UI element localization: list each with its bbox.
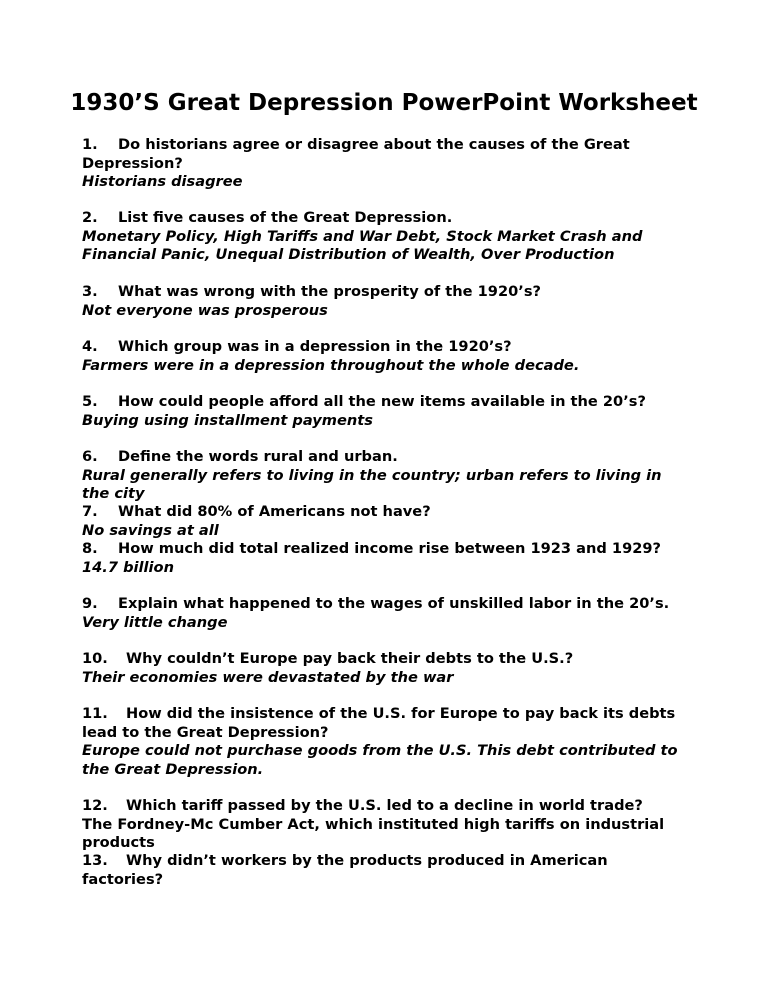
- question-block-6: [82, 448, 692, 504]
- question-number: 2.: [82, 209, 98, 226]
- question-text: 13. Why didn’t workers by the products produced in American factories?: [82, 852, 608, 888]
- question-text: 6. Define the words rural and urban.: [82, 448, 398, 465]
- answer-text: No savings at all: [82, 521, 219, 539]
- question-number: 1.: [82, 136, 98, 153]
- question-text: 5. How could people afford all the new items available in the 20’s?: [82, 393, 646, 410]
- question-block-13: [82, 852, 692, 889]
- question-block-7: [82, 503, 692, 540]
- answer-text: The Fordney-Mc Cumber Act, which instituted high tariffs on industrial products: [82, 815, 665, 851]
- question-block-12: [82, 797, 692, 853]
- question-block-9: [82, 595, 692, 632]
- question-number: 5.: [82, 393, 98, 410]
- question-text: 4. Which group was in a depression in the 1920’s?: [82, 338, 512, 355]
- question-number: 4.: [82, 338, 98, 355]
- page-title: 1930’S Great Depression PowerPoint Worksheet: [70, 90, 698, 116]
- answer-text: Historians disagree: [82, 173, 243, 190]
- question-number: 12.: [82, 797, 108, 814]
- answer-text: Their economies were devastated by the war: [82, 668, 454, 686]
- question-text: 3. What was wrong with the prosperity of the 1920’s?: [82, 283, 541, 300]
- question-block-3: [82, 283, 692, 320]
- question-text: 8. How much did total realized income rise between 1923 and 1929?: [82, 540, 662, 557]
- question-number: 3.: [82, 283, 98, 300]
- question-text: 12. Which tariff passed by the U.S. led to a decline in world trade?: [82, 797, 643, 814]
- answer-text: Europe could not purchase goods from the U.S. This debt contributed to the Great Depression.: [82, 742, 678, 778]
- question-text: 9. Explain what happened to the wages of unskilled labor in the 20’s.: [82, 595, 670, 612]
- answer-text: Rural generally refers to living in the country; urban refers to living in the city: [82, 466, 662, 502]
- answer-text: Farmers were in a depression throughout the whole decade.: [82, 356, 580, 374]
- question-text: 10. Why couldn’t Europe pay back their debts to the U.S.?: [82, 650, 574, 667]
- question-number: 8.: [82, 540, 98, 557]
- question-text: 1. Do historians agree or disagree about the causes of the Great Depression?: [82, 136, 630, 172]
- question-number: 9.: [82, 595, 98, 612]
- question-block-10: [82, 650, 692, 687]
- question-block-2: [82, 209, 692, 265]
- question-text: 7. What did 80% of Americans not have?: [82, 503, 431, 520]
- question-text: 2. List five causes of the Great Depression.: [82, 209, 453, 226]
- answer-text: Buying using installment payments: [82, 411, 373, 429]
- question-block-5: [82, 393, 692, 430]
- question-block-8: [82, 540, 692, 577]
- question-block-1: [82, 136, 692, 192]
- question-number: 13.: [82, 852, 108, 869]
- answer-text: 14.7 billion: [82, 558, 174, 576]
- question-text: 11. How did the insistence of the U.S. for Europe to pay back its debts lead to the Great Depression?: [82, 705, 676, 741]
- question-number: 6.: [82, 448, 98, 465]
- question-block-4: [82, 338, 692, 375]
- answer-text: Monetary Policy, High Tariffs and War Debt, Stock Market Crash and Financial Panic, Unequal Distribution of Wealth, Over Production: [82, 227, 643, 263]
- question-number: 10.: [82, 650, 108, 667]
- question-block-11: [82, 705, 692, 779]
- question-number: 7.: [82, 503, 98, 520]
- answer-text: Not everyone was prosperous: [82, 301, 328, 319]
- answer-text: Very little change: [82, 613, 228, 631]
- question-number: 11.: [82, 705, 108, 722]
